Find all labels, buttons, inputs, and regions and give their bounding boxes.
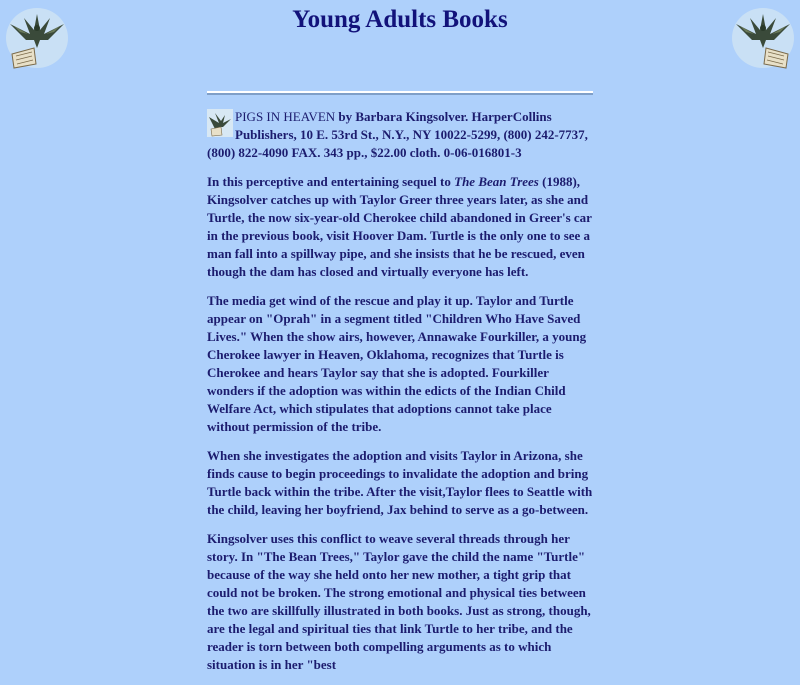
review-paragraph-1 [207, 173, 593, 281]
horizontal-divider [207, 91, 593, 95]
review-content [207, 108, 593, 685]
page-title: Young Adults Books [292, 6, 508, 33]
paragraph-text: (1988), Kingsolver catches up with Taylor Greer three years later, as she and Turtle, the now six-year-old Cherokee child abandoned in Greer's car in the previous book, visit Hoover Dam. Turtle is the only one to see a man fall into a spillway pipe, and she insists that he be rescued, even though the dam has closed and virtually everyone has left. [207, 174, 592, 279]
paragraph-text: In this perceptive and entertaining sequel to [207, 174, 455, 189]
review-paragraph-4: Kingsolver uses this conflict to weave several threads through her story. In "The Bean Trees," Taylor gave the child the name "Turtle" because of the way she held onto her new mother, a tight grip that could not be broken. The strong emotional and physical ties between the two are skillfully illustrated in both books. Just as strong, though, are the legal and spiritual ties that link Turtle to her tribe, and the reader is torn between both compelling arguments as to which situation is in her "best [207, 531, 591, 672]
book-title: PIGS IN HEAVEN [235, 109, 336, 124]
book-reference: The Bean Trees [454, 174, 539, 189]
citation-details: by Barbara Kingsolver. HarperCollins Publishers, 10 E. 53rd St., N.Y., NY 10022-5299, (800) 242-7737, (800) 822-4090 FAX. 343 pp., $22.00 cloth. 0-06-016801-3 [207, 109, 588, 160]
review-paragraph-3: When she investigates the adoption and visits Taylor in Arizona, she finds cause to begin proceedings to invalidate the adoption and bring Turtle back within the tribe. After the visit,Taylor flees to Seattle with the child, leaving her boyfriend, Jax behind to serve as a go-between. [207, 448, 593, 517]
bird-icon [207, 109, 233, 137]
book-citation [207, 108, 593, 162]
review-paragraph-2: The media get wind of the rescue and play it up. Taylor and Turtle appear on "Oprah" in a segment titled "Children Who Have Saved Lives." When the show airs, however, Annawake Fourkiller, a young Cherokee lawyer in Heaven, Oklahoma, recognizes that Turtle is Cherokee and hears Taylor say that she is adopted. Fourkiller wonders if the adoption was within the edicts of the Indian Child Welfare Act, which stipulates that adoptions cannot take place without permission of the tribe. [207, 293, 587, 434]
